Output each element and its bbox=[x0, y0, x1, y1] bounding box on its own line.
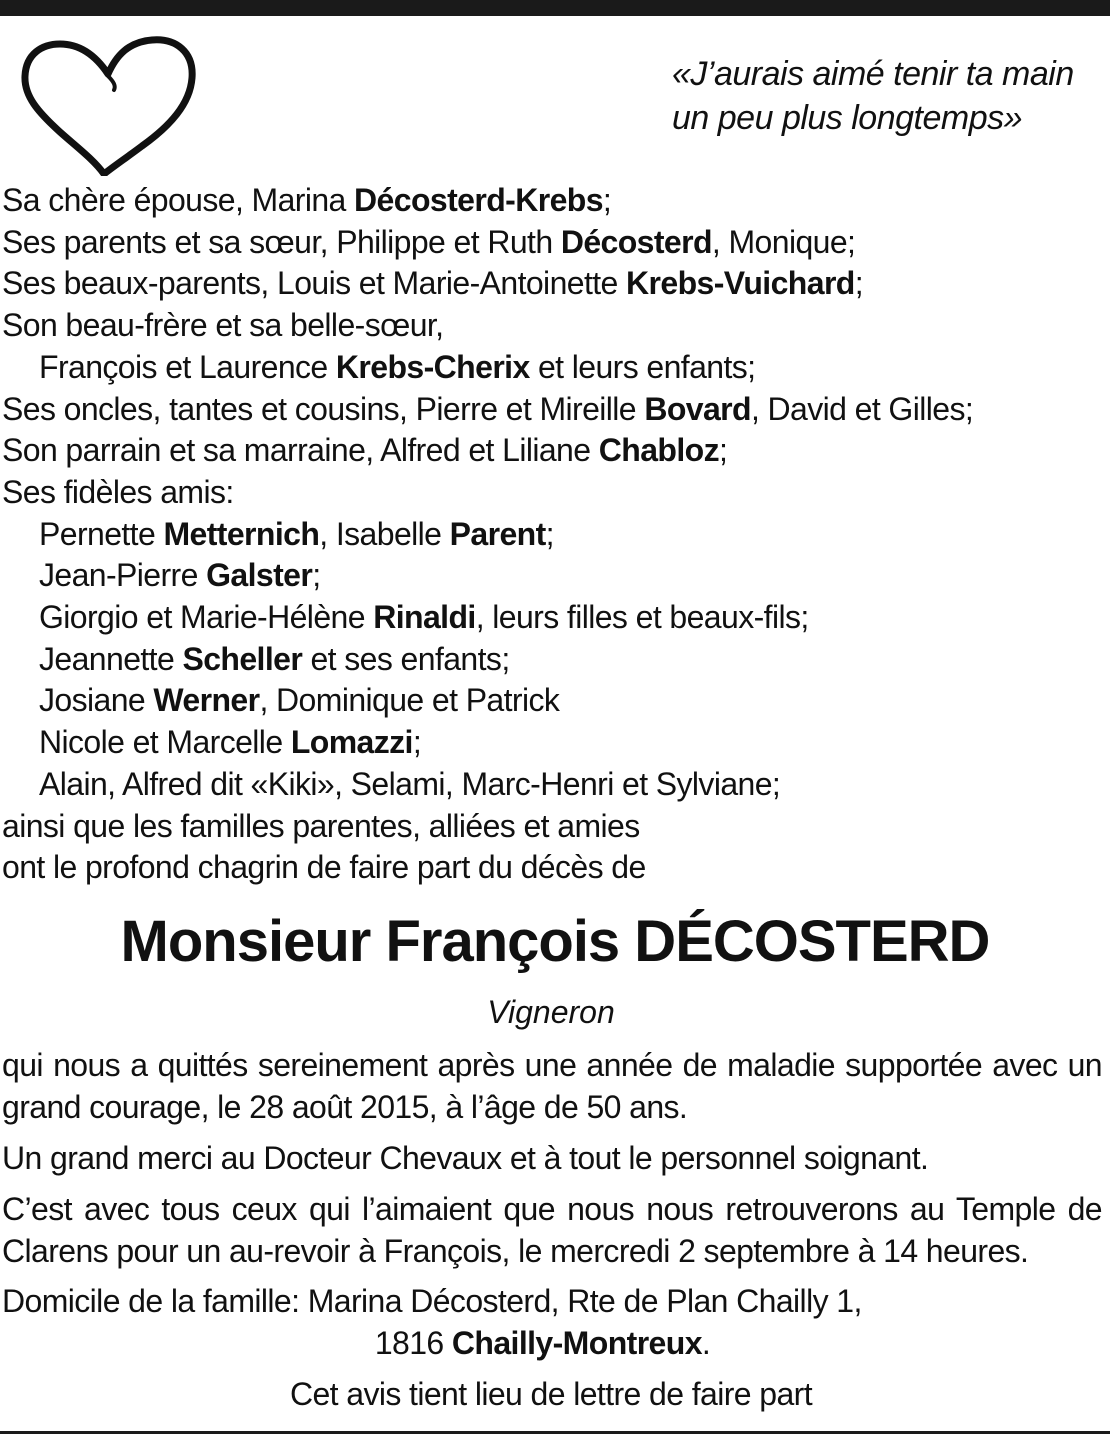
quote-line-2: un peu plus longtemps» bbox=[672, 99, 1023, 137]
family-line: Jeannette Scheller et ses enfants; bbox=[39, 640, 510, 677]
deceased-profession: Vigneron bbox=[487, 994, 615, 1030]
family-line: Josiane Werner, Dominique et Patrick bbox=[39, 682, 560, 719]
family-line: Son parrain et sa marraine, Alfred et Liliane Chabloz; bbox=[2, 432, 728, 469]
domicile-address: Domicile de la famille: Marina Décosterd, Rte de Plan Chailly 1, bbox=[2, 1283, 862, 1319]
family-line: Sa chère épouse, Marina Décosterd-Krebs; bbox=[2, 182, 612, 218]
deceased-name: Monsieur François DÉCOSTERD bbox=[120, 909, 990, 974]
family-line: ont le profond chagrin de faire part du décès de bbox=[2, 849, 646, 886]
domicile-city: Chailly-Montreux bbox=[451, 1325, 702, 1361]
family-line: Ses parents et sa sœur, Philippe et Ruth Décosterd, Monique; bbox=[2, 223, 856, 260]
family-line: Son beau-frère et sa belle-sœur, bbox=[2, 307, 444, 344]
family-line: Alain, Alfred dit «Kiki», Selami, Marc-Henri et Sylviane; bbox=[39, 765, 781, 802]
family-line: Pernette Metternich, Isabelle Parent; bbox=[39, 515, 554, 552]
family-line: Ses fidèles amis: bbox=[2, 473, 234, 510]
domicile-city-line: 1816 Chailly-Montreux. bbox=[374, 1325, 711, 1361]
family-line: Ses beaux-parents, Louis et Marie-Antoinette Krebs-Vuichard; bbox=[2, 265, 864, 302]
closing-note: Cet avis tient lieu de lettre de faire part bbox=[289, 1376, 813, 1412]
family-line: Giorgio et Marie-Hélène Rinaldi, leurs filles et beaux-fils; bbox=[39, 599, 809, 636]
heart-icon bbox=[20, 36, 198, 176]
family-line: François et Laurence Krebs-Cherix et leurs enfants; bbox=[39, 348, 756, 385]
passing-paragraph: qui nous a quittés sereinement après une année de maladie supportée avec un grand courage, le 28 août 2015, à l’âge de 50 ans. bbox=[2, 1047, 1102, 1125]
family-list bbox=[2, 180, 1108, 889]
family-line: Nicole et Marcelle Lomazzi; bbox=[39, 724, 422, 761]
quote-line-1: «J’aurais aimé tenir ta main bbox=[672, 55, 1074, 93]
family-line: ainsi que les familles parentes, alliées et amies bbox=[2, 807, 640, 844]
top-border-rule bbox=[0, 0, 1110, 16]
ceremony-paragraph: C’est avec tous ceux qui l’aimaient que nous nous retrouverons au Temple de Clarens pour un au-revoir à François, le mercredi 2 septembre à 14 heures. bbox=[2, 1191, 1102, 1269]
family-line: Ses oncles, tantes et cousins, Pierre et Mireille Bovard, David et Gilles; bbox=[2, 390, 974, 427]
family-line: Jean-Pierre Galster; bbox=[39, 557, 321, 594]
bottom-border-rule bbox=[0, 1431, 1110, 1434]
epitaph-quote bbox=[672, 52, 1102, 140]
thanks-paragraph: Un grand merci au Docteur Chevaux et à tout le personnel soignant. bbox=[2, 1140, 929, 1176]
